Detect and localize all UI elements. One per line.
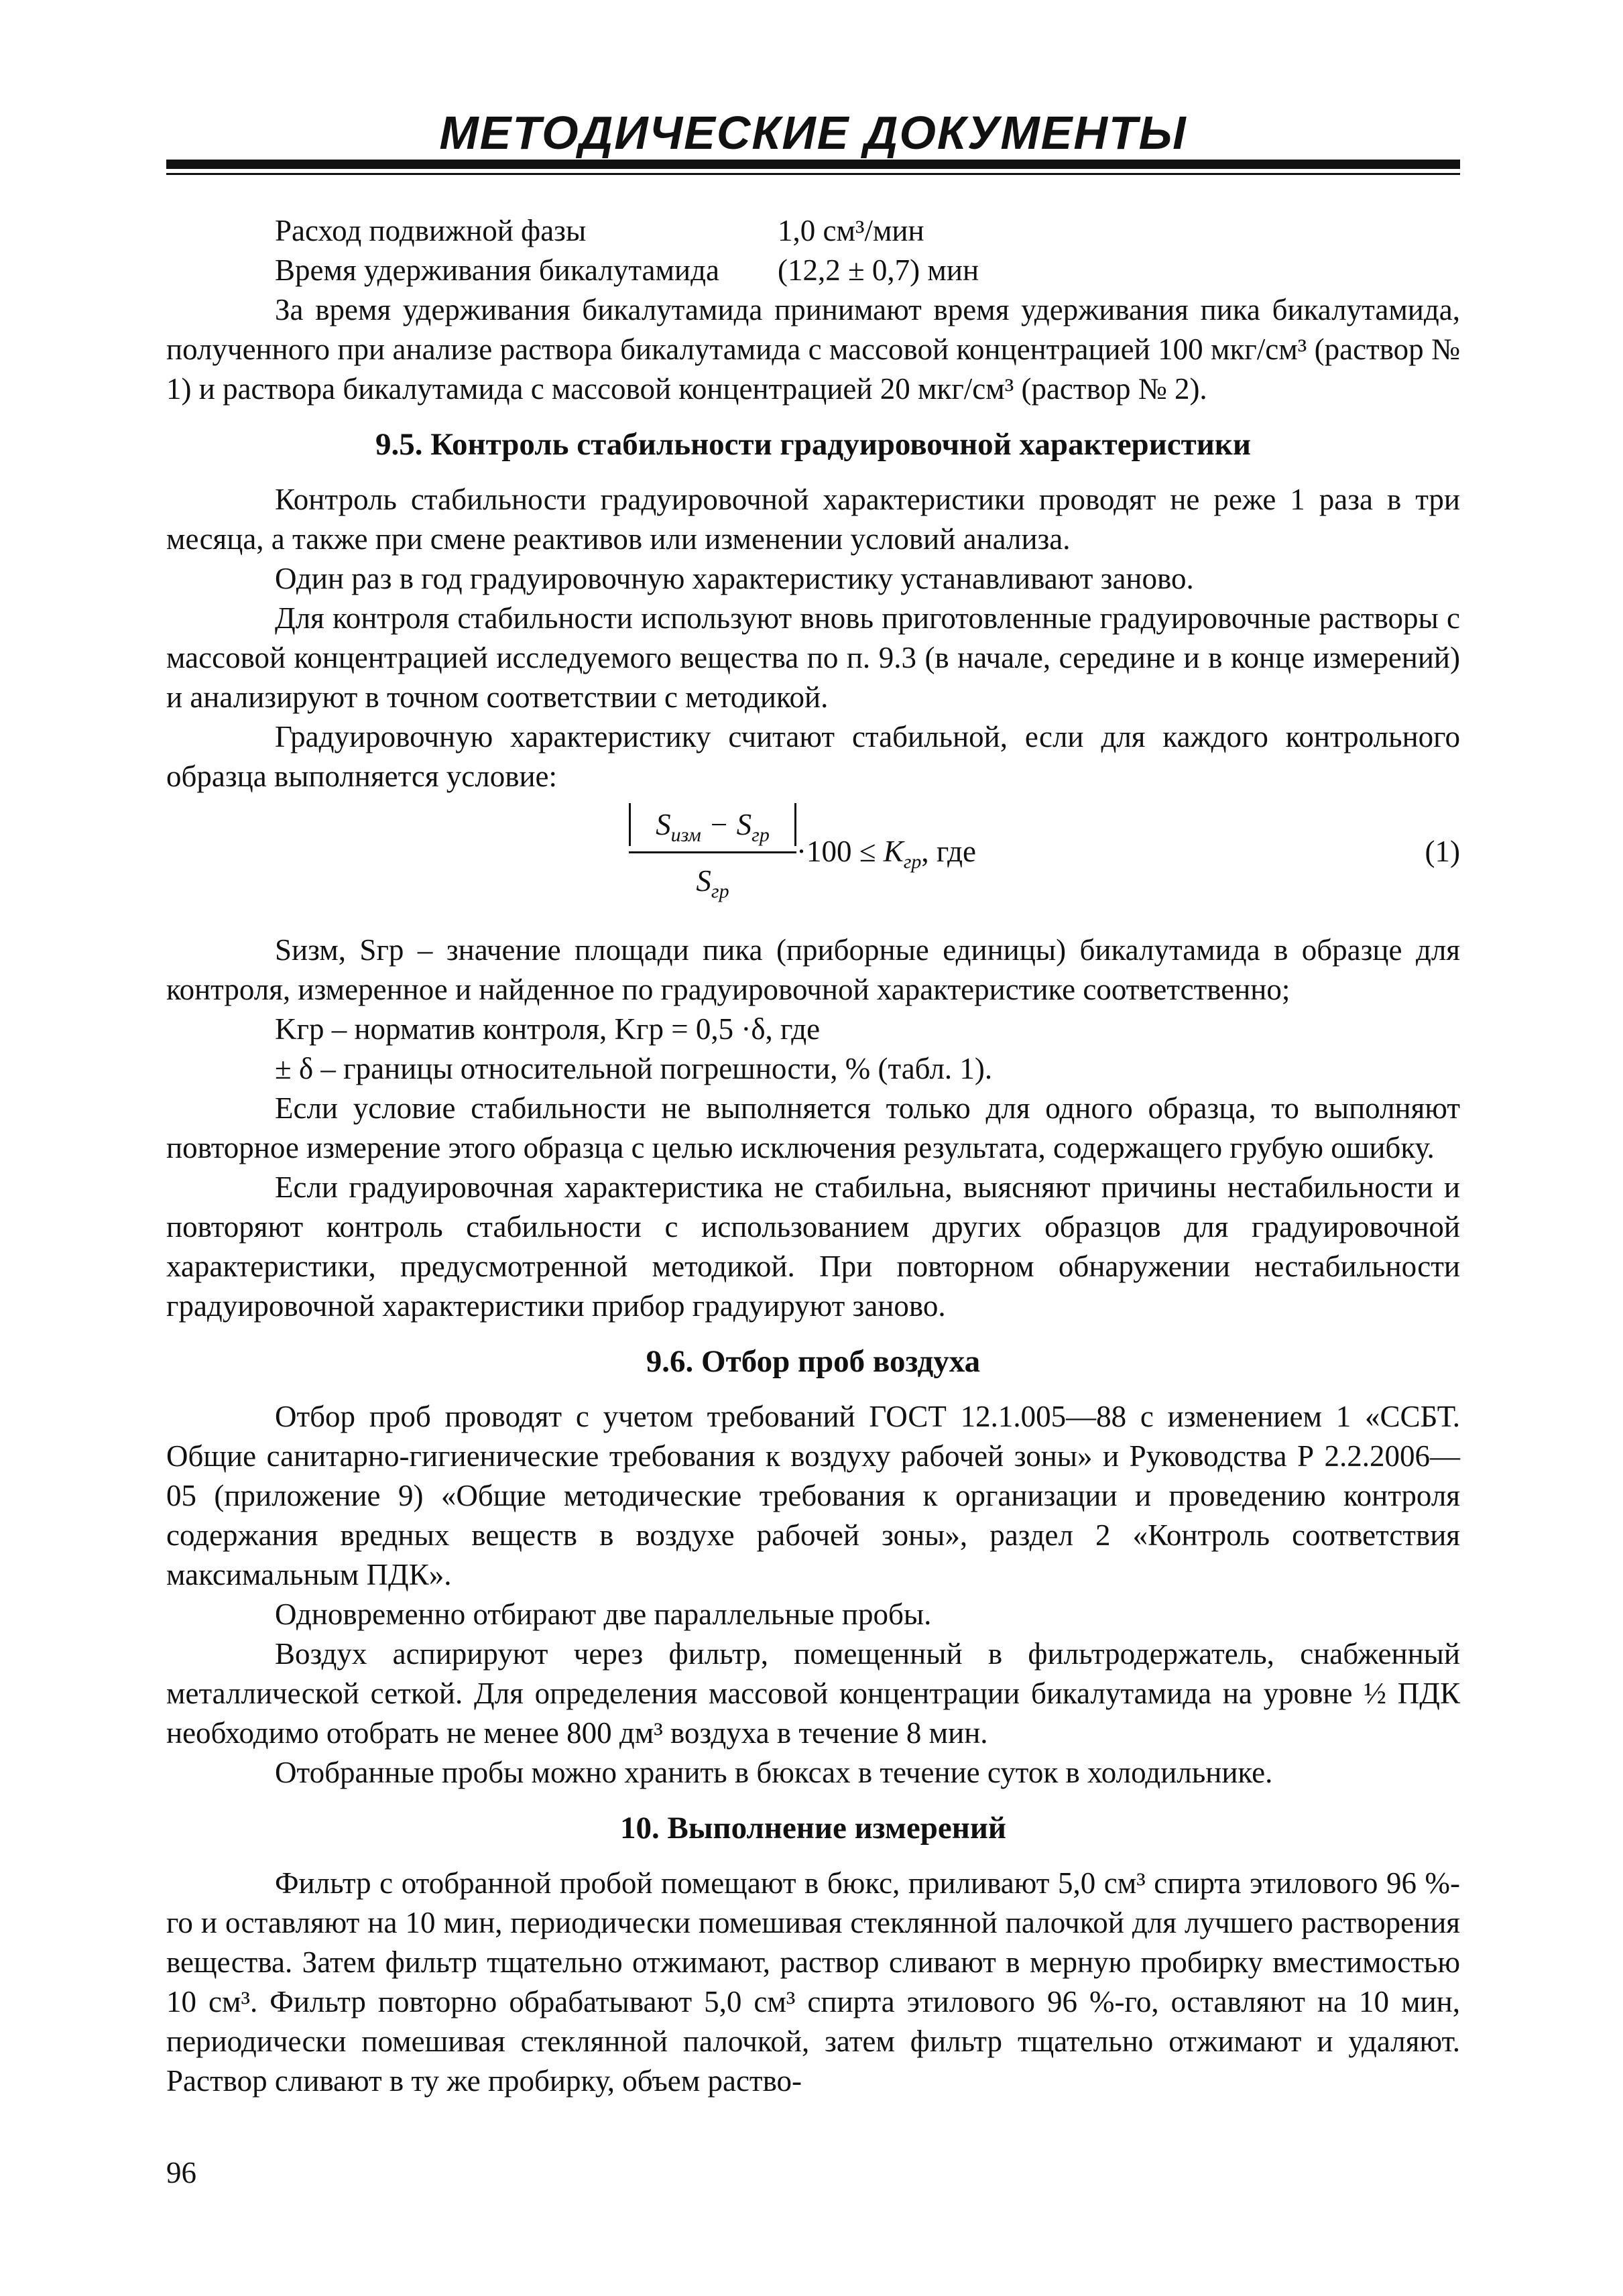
formula-numerator: $S_{изм} - S_{гр}$ [629,803,796,846]
paragraph: Фильтр с отобранной пробой помещают в бюкс, приливают 5,0 см³ спирта этилового 96 %-го и оставляют на 10 мин, периодически помешивая стеклянной палочкой для лучшего растворения вещества. Затем фильтр тщательно отжимают, раствор сливают в мерную пробирку вместимостью 10 см³. Фильтр повторно обрабатывают 5,0 см³ спирта этилового 96 %-го, оставляют на 10 мин, периодически помешивая стеклянной палочкой, затем фильтр тщательно отжимают и удаляют. Раствор сливают в ту же пробирку, объем раство- [166,1866,1460,2098]
stability-formula [166,799,1460,913]
condition-label: Расход подвижной фазы [275,214,587,247]
page-number: 96 [166,2156,196,2189]
definition-paragraph: Sизм, Sгр – значение площади пика (приборные единицы) бикалутамида в образце для контроля, измеренное и найденное по градуировочной характеристике соответственно; [166,933,1460,1006]
paragraph: Один раз в год градуировочную характеристику устанавливают заново. [275,562,1194,595]
condition-value: 1,0 см³/мин [778,214,924,247]
condition-label: Время удерживания бикалутамида [275,253,719,287]
running-header: МЕТОДИЧЕСКИЕ ДОКУМЕНТЫ [439,107,1187,159]
section-heading-9-6: 9.6. Отбор проб воздуха [646,1344,981,1379]
paragraph: Одновременно отбирают две параллельные пробы. [275,1597,932,1631]
page-content [166,211,1460,2101]
condition-row [166,211,1460,251]
header-rule-thin [166,173,1460,175]
definition-paragraph: Kгр – норматив контроля, Kгр = 0,5 ·δ, где [275,1012,821,1046]
section-heading-10: 10. Выполнение измерений [619,1811,1006,1846]
condition-value: (12,2 ± 0,7) мин [778,253,979,287]
paragraph: Контроль стабильности градуировочной характеристики проводят не реже 1 раза в три месяца, а также при смене реактивов или изменении условий анализа. [166,483,1460,556]
equation-number: (1) [1425,835,1460,868]
paragraph: Градуировочную характеристику считают стабильной, если для каждого контрольного образца выполняется условие: [166,720,1460,793]
condition-row [166,251,1460,290]
formula-comparison: $\cdot 100 \le K_{гр}$, где [796,835,977,873]
paragraph: Отобранные пробы можно хранить в бюксах в течение суток в холодильнике. [275,1756,1273,1789]
paragraph: Для контроля стабильности используют вновь приготовленные градуировочные растворы с массовой концентрацией исследуемого вещества по п. 9.3 (в начале, середине и в конце измерений) и анализируют в точном соответствии с методикой. [166,601,1460,714]
paragraph: Если условие стабильности не выполняется только для одного образца, то выполняют повторное измерение этого образца с целью исключения результата, содержащего грубую ошибку. [166,1091,1460,1164]
header-rule-thick [166,160,1460,169]
definition-paragraph: ± δ – границы относительной погрешности, % (табл. 1). [275,1052,993,1085]
paragraph: Отбор проб проводят с учетом требований ГОСТ 12.1.005—88 с изменением 1 «ССБТ. Общие санитарно-гигиенические требования к воздуху рабочей зоны» и Руководства Р 2.2.2006—05 (приложение 9) «Общие методические требования к организации и проведению контроля содержания вредных веществ в воздухе рабочей зоны», раздел 2 «Контроль соответствия максимальным ПДК». [166,1400,1460,1591]
paragraph: Воздух аспирируют через фильтр, помещенный в фильтродержатель, снабженный металлической сеткой. Для определения массовой концентрации бикалутамида на уровне ½ ПДК необходимо отобрать не менее 800 дм³ воздуха в течение 8 мин. [166,1637,1460,1750]
formula-denominator: $S_{гр}$ [696,864,729,902]
paragraph: Если градуировочная характеристика не стабильна, выясняют причины нестабильности и повторяют контроль стабильности с использованием других образцов для градуировочной характеристики, предусмотренной методикой. При повторном обнаружении нестабильности градуировочной характеристики прибор градуируют заново. [166,1170,1460,1323]
retention-paragraph: За время удерживания бикалутамида принимают время удерживания пика бикалутамида, полученного при анализе раствора бикалутамида с массовой концентрацией 100 мкг/см³ (раствор № 1) и раствора бикалутамида с массовой концентрацией 20 мкг/см³ (раствор № 2). [166,293,1460,406]
fraction-bar [629,851,796,853]
section-heading-9-5: 9.5. Контроль стабильности градуировочной характеристики [375,427,1251,462]
